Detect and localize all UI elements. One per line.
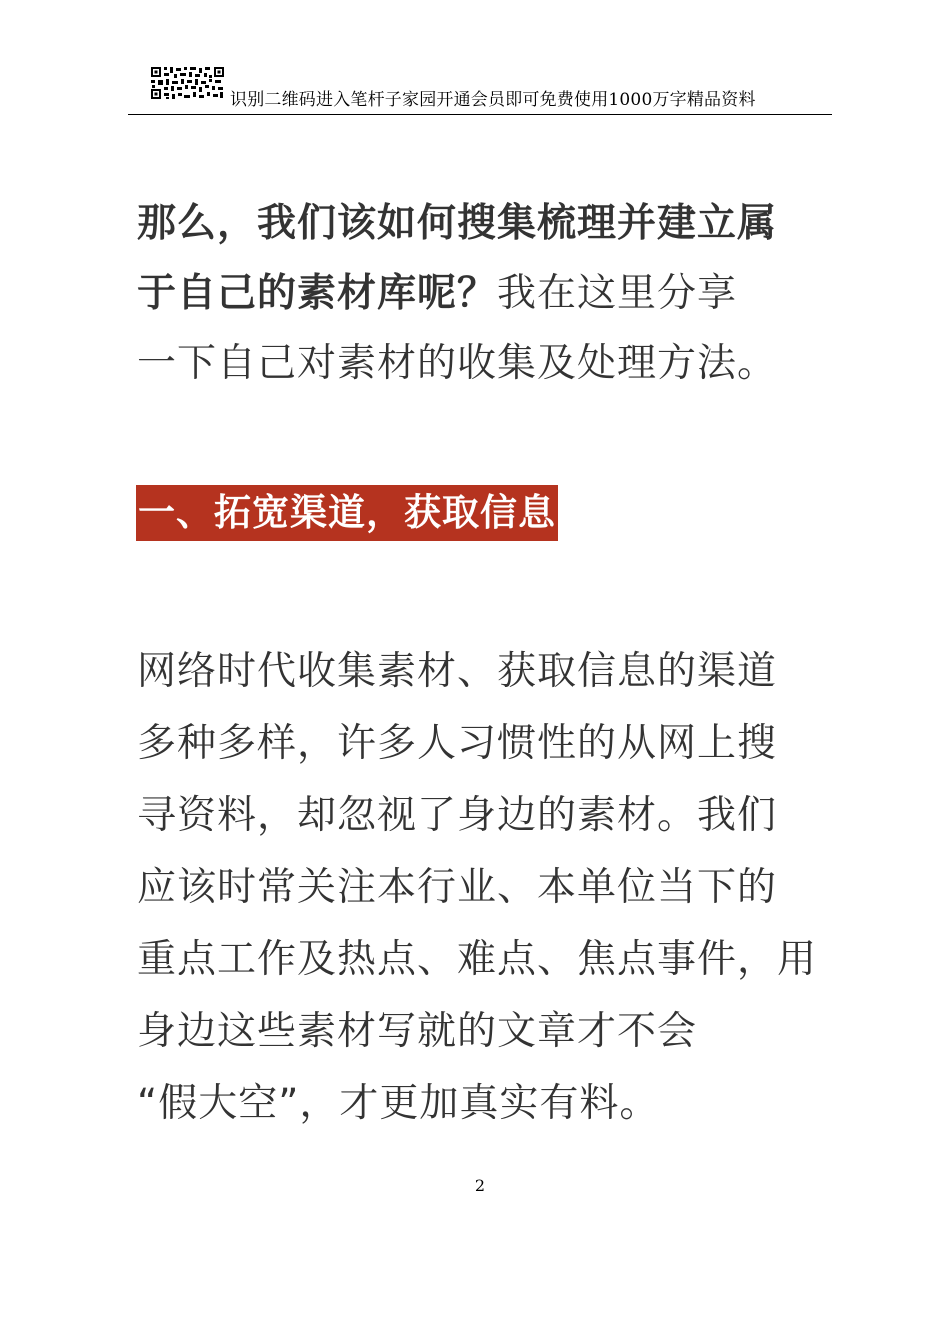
- page-header: [128, 64, 832, 115]
- body-line: 网络时代收集素材、获取信息的渠道: [137, 649, 778, 694]
- header-promo-text: 识别二维码进入笔杆子家园开通会员即可免费使用1000万字精品资料: [230, 90, 756, 110]
- section-heading: 一、拓宽渠道，获取信息: [136, 485, 558, 541]
- qr-code-icon: [150, 66, 226, 100]
- body-line: 身边这些素材写就的文章才不会: [137, 1009, 698, 1054]
- body-line: 重点工作及热点、难点、焦点事件，用: [137, 937, 818, 982]
- intro-line-2-rest: 我在这里分享: [497, 271, 738, 316]
- page-number: 2: [474, 1176, 486, 1195]
- intro-paragraph: [137, 189, 837, 399]
- body-line: 多种多样，许多人习惯性的从网上搜: [137, 721, 778, 766]
- body-line: “假大空”，才更加真实有料。: [137, 1081, 660, 1126]
- intro-line-3: 一下自己对素材的收集及处理方法。: [137, 341, 778, 386]
- body-line: 寻资料，却忽视了身边的素材。我们: [137, 793, 778, 838]
- body-line: 应该时常关注本行业、本单位当下的: [137, 865, 778, 910]
- intro-line-1: 那么，我们该如何搜集梳理并建立属: [137, 201, 778, 246]
- body-paragraph: [137, 636, 837, 1140]
- intro-question: 于自己的素材库呢？: [137, 271, 498, 316]
- intro-line-2: [137, 259, 837, 329]
